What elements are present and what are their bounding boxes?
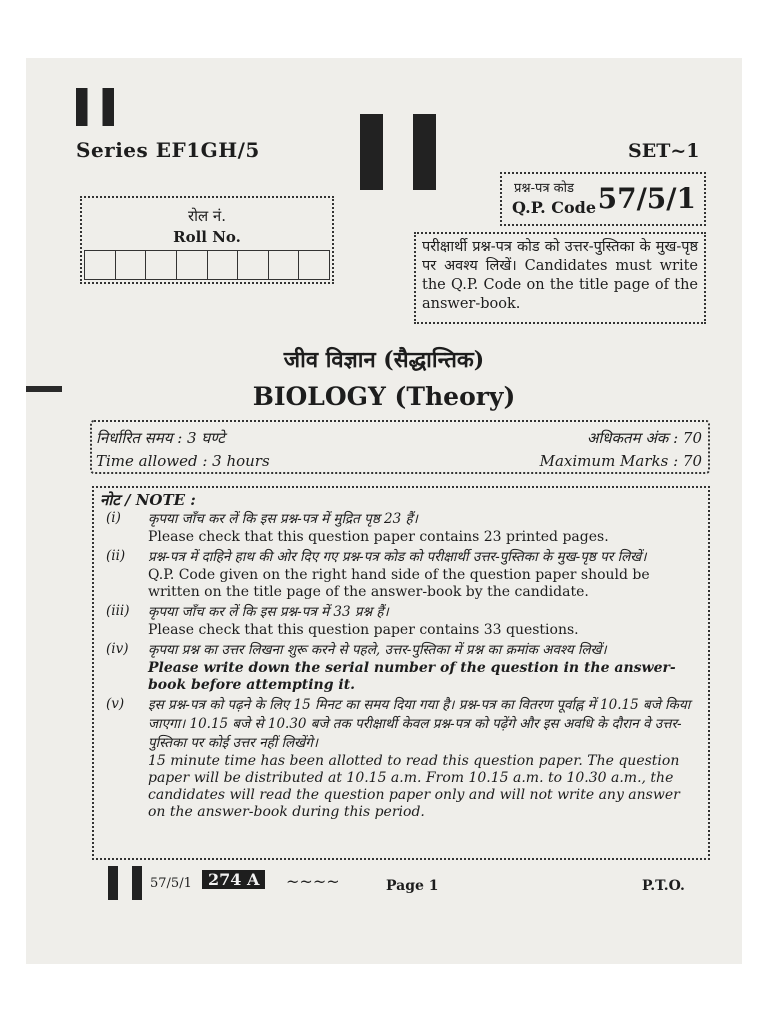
time-marks-box [90,420,710,474]
note-hindi: कृपया जाँच कर लें कि इस प्रश्न-पत्र में मुद्रित पृष्ठ 23 हैं। [148,511,418,527]
note-hindi: कृपया जाँच कर लें कि इस प्रश्न-पत्र में 33 प्रश्न हैं। [148,604,389,620]
roll-cell[interactable] [207,250,238,280]
notes-heading: नोट / NOTE : [100,491,196,509]
barcode-icon [108,866,142,900]
note-item [100,696,700,821]
footer-tag: 274 A [202,870,265,889]
qp-code-box [500,172,706,226]
roll-cell[interactable] [115,250,146,280]
qr-code-icon-large [360,114,436,190]
note-english: 15 minute time has been allotted to read this question paper. The question paper will be distributed at 10.15 a.m. From 10.15 a.m. to 10.30 a.m., the candidates will read the question paper only and will not write any answer on the answer-book during this period. [148,753,680,820]
pto-label: P.T.O. [642,878,685,894]
note-number: (i) [106,510,121,526]
note-english: Please write down the serial number of the question in the answer-book before attempting it. [148,660,676,693]
note-english: Q.P. Code given on the right hand side of the question paper should be written on the title page of the answer-book by the candidate. [148,567,650,600]
time-allowed-english: Time allowed : 3 hours [96,452,270,470]
time-allowed-hindi: निर्धारित समय : 3 घण्टे [96,429,225,447]
note-number: (iii) [106,603,130,619]
qp-code-label-hindi: प्रश्न-पत्र कोड [514,181,574,196]
page-number: Page 1 [386,878,439,894]
roll-cell[interactable] [298,250,330,280]
footer-wave: ~~~~ [286,872,340,891]
qp-code-instruction: परीक्षार्थी प्रश्न-पत्र कोड को उत्तर-पुस्तिका के मुख-पृष्ठ पर अवश्य लिखें। Candidates must write the Q.P. Code on the title page of the answer-book. [414,232,706,324]
series-label: Series EF1GH/5 [76,138,260,162]
roll-cell[interactable] [237,250,268,280]
roll-number-cells[interactable] [84,250,330,280]
note-item [100,641,700,694]
subject-title-hindi: जीव विज्ञान (सैद्धान्तिक) [283,347,485,373]
footer-code: 57/5/1 [150,876,192,891]
note-item [100,510,700,546]
note-hindi: कृपया प्रश्न का उत्तर लिखना शुरू करने से पहले, उत्तर-पुस्तिका में प्रश्न का क्रमांक अवश्य लिखें। [148,642,607,658]
note-item [100,548,700,601]
note-number: (v) [106,696,125,712]
note-number: (iv) [106,641,129,657]
note-english: Please check that this question paper contains 33 questions. [148,622,579,638]
note-hindi: प्रश्न-पत्र में दाहिने हाथ की ओर दिए गए प्रश्न-पत्र कोड को परीक्षार्थी उत्तर-पुस्तिका के मुख-पृष्ठ पर लिखें। [148,549,647,565]
roll-label-hindi: रोल नं. [187,207,227,225]
qr-code-icon [76,88,114,126]
notes-list [100,510,700,823]
note-item [100,603,700,639]
roll-cell[interactable] [176,250,207,280]
roll-cell[interactable] [145,250,176,280]
subject-title-english: BIOLOGY (Theory) [252,382,516,411]
roll-cell[interactable] [84,250,115,280]
roll-label-english: Roll No. [173,228,241,246]
qp-code-label-english: Q.P. Code [512,198,597,217]
max-marks-english: Maximum Marks : 70 [539,452,702,470]
note-hindi: इस प्रश्न-पत्र को पढ़ने के लिए 15 मिनट का समय दिया गया है। प्रश्न-पत्र का वितरण पूर्वाह्न में 10.15 बजे किया जाएगा। 10.15 बजे से 10.30 बजे तक परीक्षार्थी केवल प्रश्न-पत्र को पढ़ेंगे और इस अवधि के दौरान वे उत्तर-पुस्तिका पर कोई उत्तर नहीं लिखेंगे। [148,697,691,751]
set-label: SET~1 [628,140,700,162]
roll-cell[interactable] [268,250,299,280]
max-marks-hindi: अधिकतम अंक : 70 [586,429,702,447]
note-number: (ii) [106,548,126,564]
qp-code-value: 57/5/1 [597,182,696,215]
notes-box [92,486,710,860]
roll-number-box [80,196,334,284]
note-english: Please check that this question paper contains 23 printed pages. [148,529,609,545]
